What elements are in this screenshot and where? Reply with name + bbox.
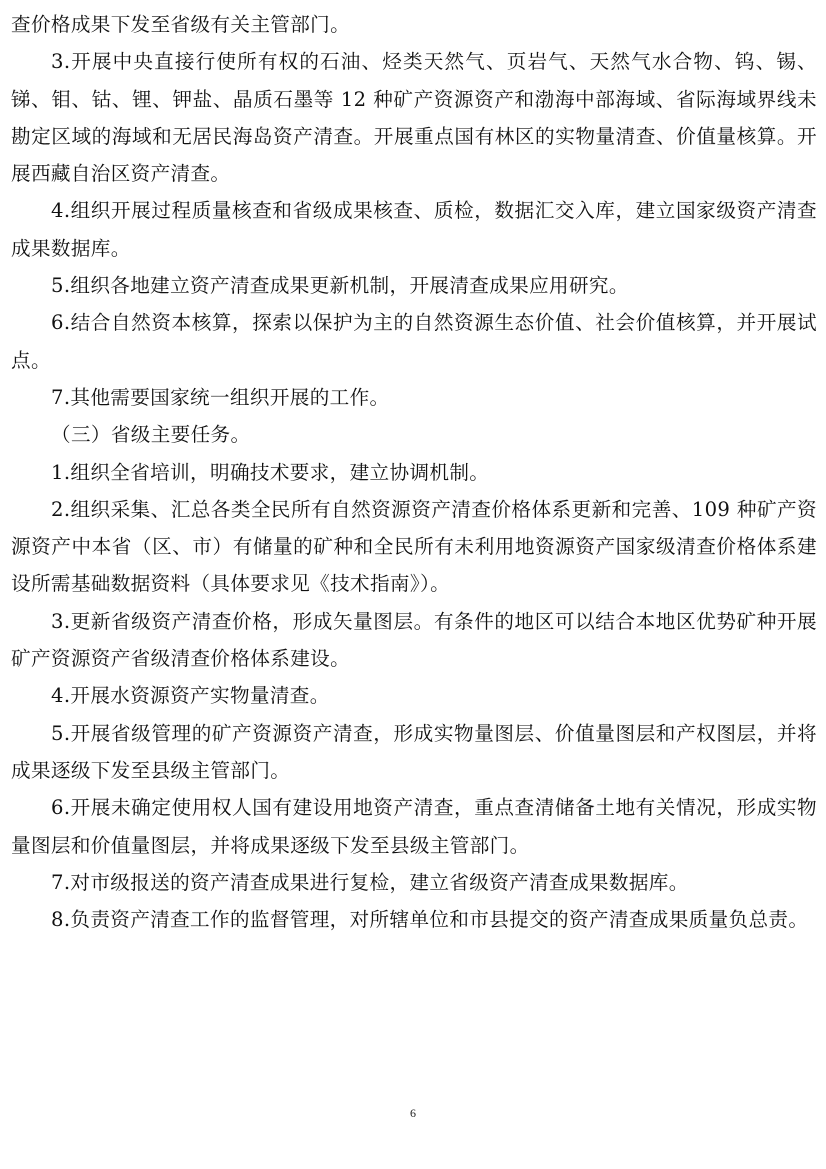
paragraph-provincial-item-7: 7.对市级报送的资产清查成果进行复检，建立省级资产清查成果数据库。 bbox=[51, 870, 689, 894]
paragraph-continuation: 查价格成果下发至省级有关主管部门。 bbox=[11, 13, 351, 36]
paragraph-provincial-item-4: 4.开展水资源资产实物量清查。 bbox=[51, 684, 330, 708]
paragraph-provincial-item-5: 5.开展省级管理的矿产资源资产清查，形成实物量图层、价值量图层和产权图层，并将成果逐级下发至县级主管部门。 bbox=[11, 721, 817, 782]
paragraph-provincial-item-3: 3.更新省级资产清查价格，形成矢量图层。有条件的地区可以结合本地区优势矿种开展矿产资源资产省级清查价格体系建设。 bbox=[11, 609, 817, 671]
paragraph-item-7: 7.其他需要国家统一组织开展的工作。 bbox=[51, 385, 390, 409]
paragraph-item-3: 3.开展中央直接行使所有权的石油、烃类天然气、页岩气、天然气水合物、钨、锡、锑、钼、钴、锂、钾盐、晶质石墨等 12 种矿产资源资产和渤海中部海域、省际海域界线未勘定区域的海域和无居民海岛资产清查。开展重点国有林区的实物量清查、价值量核算。开展西藏自治区资产清查。 bbox=[11, 50, 817, 186]
section-heading-provincial-tasks: （三）省级主要任务。 bbox=[51, 423, 251, 447]
paragraph-item-6: 6.结合自然资本核算，探索以保护为主的自然资源生态价值、社会价值核算，并开展试点。 bbox=[11, 311, 817, 372]
document-body bbox=[11, 6, 817, 938]
page-number: 6 bbox=[410, 1106, 416, 1120]
paragraph-item-4: 4.组织开展过程质量核查和省级成果核查、质检，数据汇交入库，建立国家级资产清查成果数据库。 bbox=[11, 199, 817, 260]
paragraph-provincial-item-1: 1.组织全省培训，明确技术要求，建立协调机制。 bbox=[51, 460, 490, 484]
paragraph-item-5: 5.组织各地建立资产清查成果更新机制，开展清查成果应用研究。 bbox=[51, 274, 629, 298]
paragraph-provincial-item-8: 8.负责资产清查工作的监督管理，对所辖单位和市县提交的资产清查成果质量负总责。 bbox=[51, 908, 809, 932]
paragraph-provincial-item-2: 2.组织采集、汇总各类全民所有自然资源资产清查价格体系更新和完善、109 种矿产资源资产中本省（区、市）有储量的矿种和全民所有未利用地资源资产国家级清查价格体系建设所需基础数据资料（具体要求见《技术指南》）。 bbox=[11, 497, 817, 596]
paragraph-provincial-item-6: 6.开展未确定使用权人国有建设用地资产清查，重点查清储备土地有关情况，形成实物量图层和价值量图层，并将成果逐级下发至县级主管部门。 bbox=[11, 796, 817, 857]
